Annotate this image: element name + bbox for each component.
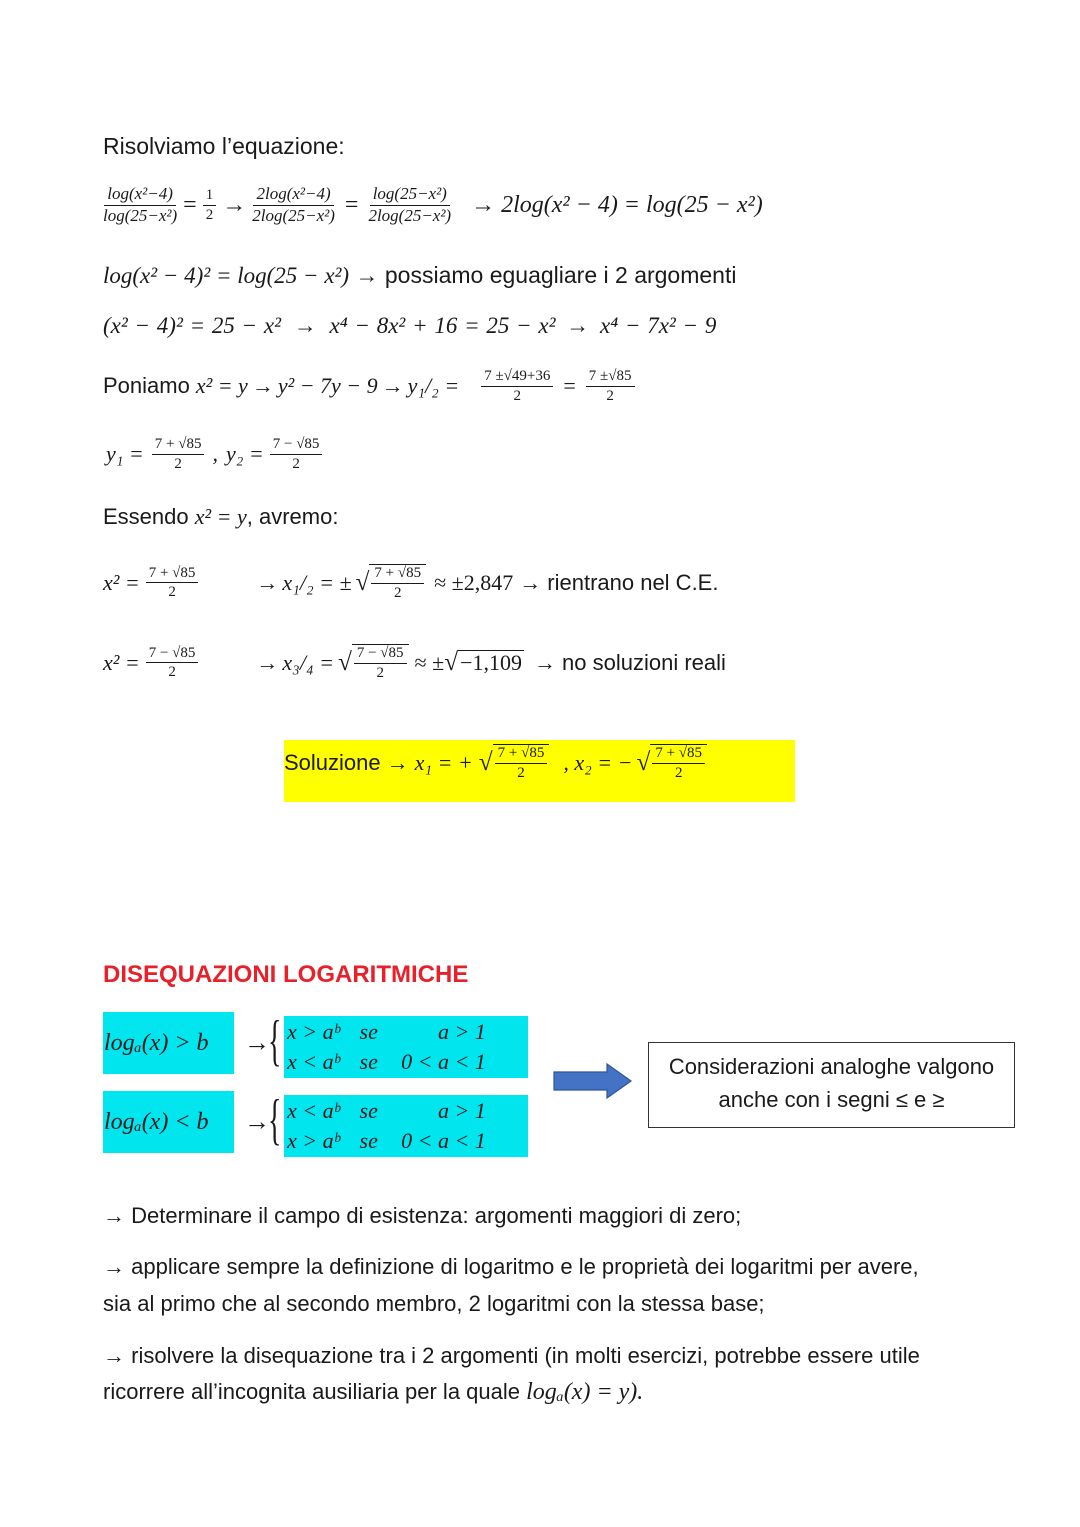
- math-expression: y² − 7y − 9: [277, 373, 378, 398]
- numerator: log(x²−4): [104, 185, 176, 206]
- math-expression: (x² − 4)² = 25 − x²: [103, 313, 281, 338]
- bullet-continuation: [103, 1379, 643, 1406]
- sqrt-icon: √: [444, 648, 459, 676]
- arrow-icon: →: [386, 749, 409, 775]
- sqrt-icon: √: [636, 748, 651, 776]
- math-expression: x² = y: [195, 373, 248, 398]
- inequality-cases: [287, 1017, 486, 1077]
- section-title: DISEQUAZIONI LOGARITMICHE: [103, 961, 469, 988]
- denominator: 2: [292, 455, 300, 472]
- arrow-icon: →: [355, 262, 379, 288]
- arrow-icon: →: [519, 569, 542, 595]
- fraction: [481, 368, 553, 404]
- note-line: Considerazioni analoghe valgono: [668, 1054, 995, 1079]
- numerator: 7 + √85: [371, 565, 424, 584]
- case-se: se: [359, 1049, 378, 1074]
- radicand: [650, 744, 707, 781]
- brace-icon: {: [268, 1010, 282, 1072]
- denominator: 2log(25−x²): [368, 205, 452, 225]
- numerator: 1: [203, 187, 217, 206]
- bullet-item: [103, 1254, 919, 1280]
- math-expression: , x₂ = −: [563, 749, 633, 775]
- approx-value: ≈ ±2,847: [434, 569, 514, 595]
- explanation-text: no soluzioni reali: [562, 649, 726, 675]
- denominator: 2: [205, 206, 214, 223]
- case-expression: x > aᵇ: [287, 1128, 340, 1153]
- fraction: [586, 368, 635, 404]
- equation-5: [106, 436, 322, 472]
- numerator: log(25−x²): [370, 185, 450, 206]
- arrow-icon: →: [256, 649, 279, 675]
- math-expression: y₁ =: [106, 441, 144, 466]
- equation-7: [103, 564, 718, 601]
- explanation-text: rientrano nel C.E.: [547, 569, 719, 595]
- radicand: −1,109: [460, 650, 523, 676]
- equation-2: [103, 262, 736, 289]
- denominator: 2: [394, 584, 402, 601]
- numerator: 7 + √85: [152, 436, 205, 455]
- numerator: 7 ±√49+36: [481, 368, 553, 387]
- note-box: [648, 1042, 1015, 1128]
- numerator: 7 + √85: [146, 565, 199, 584]
- fraction: [103, 185, 177, 225]
- fraction: [152, 436, 205, 472]
- equation-6: [103, 504, 338, 530]
- fraction: [270, 436, 323, 472]
- block-arrow-icon: [553, 1063, 633, 1099]
- denominator: 2: [168, 664, 176, 680]
- approx-value: ≈ ±: [414, 649, 445, 675]
- arrow-icon: →: [251, 373, 274, 398]
- numerator: 7 ±√85: [586, 368, 635, 387]
- numerator: 7 − √85: [270, 436, 323, 455]
- math-expression: x² = y: [194, 504, 247, 529]
- fraction-half: [203, 187, 217, 223]
- denominator: 2: [606, 387, 614, 404]
- numerator: 7 + √85: [652, 745, 705, 764]
- denominator: 2: [376, 664, 384, 681]
- case-condition: a > 1: [438, 1098, 486, 1123]
- label-text: Poniamo: [103, 373, 190, 398]
- fraction: [371, 565, 424, 601]
- math-expression: x⁴ − 8x² + 16 = 25 − x²: [329, 313, 556, 338]
- equation-1: [103, 185, 763, 225]
- radicand: [493, 744, 550, 781]
- case-condition: a > 1: [438, 1019, 486, 1044]
- math-expression: y₂ =: [225, 441, 264, 466]
- equation-result: 2log(x² − 4) = log(25 − x²): [501, 191, 763, 218]
- equals: =: [344, 191, 359, 218]
- math-expression: x² =: [103, 569, 140, 595]
- case-expression: x < aᵇ: [287, 1098, 340, 1123]
- case-condition: 0 < a < 1: [401, 1128, 486, 1153]
- fraction: [495, 745, 548, 781]
- numerator: 7 − √85: [146, 645, 199, 664]
- equals: =: [183, 191, 197, 218]
- math-expression: y₁/₂ =: [407, 373, 460, 398]
- arrow-icon: →: [244, 1107, 270, 1136]
- equals: =: [563, 373, 576, 398]
- denominator: log(25−x²): [103, 205, 178, 225]
- numerator: 2log(x²−4): [253, 185, 333, 206]
- inequality-cases: [287, 1096, 486, 1156]
- math-expression: x₁/₂ = ±: [282, 569, 352, 595]
- math-expression: x² =: [103, 649, 140, 675]
- intro-text: Risolviamo l’equazione:: [103, 133, 345, 159]
- equation-3: [103, 313, 716, 339]
- fraction: [252, 185, 335, 225]
- fraction: [146, 645, 199, 681]
- radicand: [369, 564, 426, 601]
- case-expression: x > aᵇ: [287, 1019, 340, 1044]
- arrow-icon: →: [256, 569, 279, 595]
- numerator: 7 + √85: [495, 745, 548, 764]
- case-expression: x < aᵇ: [287, 1049, 340, 1074]
- separator: ,: [212, 441, 218, 466]
- label-text: Essendo: [103, 504, 189, 529]
- solution: [284, 744, 707, 781]
- inequality-lhs-greater: logₐ(x) > b: [103, 1012, 234, 1074]
- arrow-icon: →: [566, 313, 590, 338]
- arrow-icon: →: [293, 313, 317, 338]
- bullet-item: [103, 1343, 920, 1369]
- math-expression: log(x² − 4)² = log(25 − x²): [103, 263, 350, 288]
- denominator: 2: [168, 584, 176, 600]
- fraction: [354, 645, 407, 681]
- math-expression: x₁ = +: [414, 749, 473, 775]
- case-se: se: [359, 1128, 378, 1153]
- bullet-item: [103, 1203, 741, 1229]
- fraction: [652, 745, 705, 781]
- arrow-icon: →: [103, 1343, 125, 1368]
- arrow-icon: →: [471, 191, 496, 219]
- fraction: [368, 185, 451, 225]
- arrow-icon: →: [103, 1203, 125, 1228]
- case-se: se: [359, 1098, 378, 1123]
- explanation-text: possiamo eguagliare i 2 argomenti: [384, 262, 737, 288]
- bullet-text: risolvere la disequazione tra i 2 argomenti (in molti esercizi, potrebbe essere utile: [131, 1343, 920, 1368]
- note-line: anche con i segni ≤ e ≥: [718, 1087, 945, 1112]
- brace-icon: {: [268, 1089, 282, 1151]
- equation-4: [103, 368, 635, 404]
- bullet-text: ricorrere all’incognita ausiliaria per la quale: [103, 1379, 520, 1404]
- bullet-text: Determinare il campo di esistenza: argomenti maggiori di zero;: [131, 1203, 742, 1228]
- denominator: 2log(25−x²): [252, 205, 335, 225]
- sqrt-icon: √: [355, 568, 370, 596]
- label-text: , avremo:: [246, 504, 339, 529]
- sqrt-icon: √: [337, 648, 352, 676]
- math-expression: x⁴ − 7x² − 9: [599, 313, 717, 338]
- bullet-text: applicare sempre la definizione di logaritmo e le proprietà dei logaritmi per avere,: [131, 1254, 919, 1279]
- fraction: [146, 565, 199, 601]
- sqrt-icon: √: [478, 748, 493, 776]
- equation-8: [103, 644, 726, 681]
- radicand: [352, 644, 409, 681]
- bullet-continuation: sia al primo che al secondo membro, 2 logaritmi con la stessa base;: [103, 1291, 765, 1316]
- inequality-lhs-less: logₐ(x) < b: [103, 1091, 234, 1153]
- arrow-icon: →: [244, 1028, 270, 1057]
- arrow-icon: →: [222, 191, 247, 219]
- math-expression: logₐ(x) = y).: [526, 1379, 644, 1405]
- numerator: 7 − √85: [354, 645, 407, 664]
- case-condition: 0 < a < 1: [401, 1049, 486, 1074]
- denominator: 2: [174, 455, 182, 472]
- case-se: se: [359, 1019, 378, 1044]
- denominator: 2: [517, 764, 525, 781]
- arrow-icon: →: [103, 1254, 125, 1279]
- math-expression: x₃/₄ =: [282, 649, 334, 675]
- arrow-icon: →: [534, 649, 557, 675]
- arrow-icon: →: [381, 373, 404, 398]
- solution-label: Soluzione: [284, 749, 381, 775]
- denominator: 2: [513, 387, 522, 404]
- denominator: 2: [674, 764, 683, 781]
